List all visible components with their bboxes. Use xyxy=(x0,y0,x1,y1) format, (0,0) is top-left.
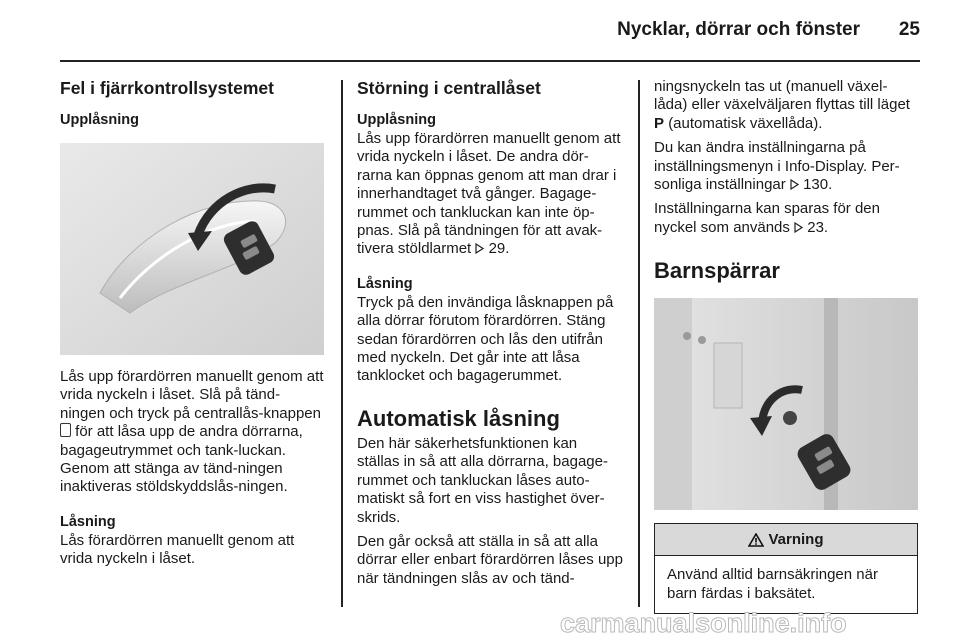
section-heading: Fel i fjärrkontrollsystemet xyxy=(60,78,274,98)
body-text: Tryck på den invändiga låsknappen på alla dörrar förutom förardörren. Stäng sedan förardörren och lås den utifrån med nyckeln. Det går inte att låsa tanklocket och bagagerummet. xyxy=(357,293,614,385)
column-divider xyxy=(638,80,640,607)
page-reference: 23. xyxy=(807,218,829,236)
body-text: Den går också att ställa in så att alla dörrar eller enbart förardörren låses upp när tändningen slås av och tänd- xyxy=(357,532,623,587)
child-lock-illustration xyxy=(654,298,918,510)
column-divider xyxy=(341,80,343,607)
warning-icon xyxy=(748,533,764,547)
warning-text: Använd alltid barnsäkringen när barn färdas i baksätet. xyxy=(667,566,878,602)
section-heading: Automatisk låsning xyxy=(357,405,560,431)
body-text: Lås upp förardörren manuellt genom att vrida nyckeln i låset. Slå på tänd-ningen och tryck på centrallås-knappen xyxy=(60,368,324,422)
subheading: Låsning xyxy=(357,275,413,292)
section-heading: Störning i centrallåset xyxy=(357,78,541,98)
section-heading: Barnspärrar xyxy=(654,258,780,284)
central-lock-icon xyxy=(60,423,71,437)
body-text: ningsnyckeln tas ut (manuell växel-låda) eller växelväljaren flyttas till läget xyxy=(654,78,910,114)
page-reference: 130. xyxy=(803,176,833,194)
body-text: Den här säkerhetsfunktionen kan ställas in så att alla dörrarna, bagage-rummet och tankluckan låses auto-matiskt så fort en viss hastighet över-skrids. xyxy=(357,434,608,526)
page-reference-icon xyxy=(475,243,484,254)
body-text: Lås upp förardörren manuellt genom att vrida nyckeln i låset. De andra dör-rarna kan öppnas genom att man drar i innerhandtaget två gånger. Bagage-rummet och tankluckan kan inte öp-pnas. Slå på tändningen för att avak-tivera stöldlarmet xyxy=(357,130,621,258)
column-2 xyxy=(357,78,623,588)
gear-position-p: P xyxy=(654,114,665,132)
column-1 xyxy=(60,78,325,569)
page-number: 25 xyxy=(898,19,920,40)
warning-box xyxy=(654,523,918,614)
body-text: för att låsa upp de andra dörrarna, bagageutrymmet och tank-luckan. Genom att stänga av tänd-ningen inaktiveras stöldskyddslås-ningen. xyxy=(60,423,303,496)
page-reference-icon xyxy=(790,179,799,190)
header-rule xyxy=(60,60,920,62)
warning-header xyxy=(655,524,917,556)
subheading: Upplåsning xyxy=(60,112,139,128)
watermark-text: carmanualsonline.info xyxy=(560,610,847,638)
watermark xyxy=(560,610,960,640)
door-handle-key-illustration xyxy=(60,143,324,355)
body-text: Du kan ändra inställningarna på inställningsmenyn i Info-Display. Per-sonliga inställningar xyxy=(654,139,900,194)
body-text: Lås förardörren manuellt genom att vrida nyckeln i låset. xyxy=(60,531,295,568)
page-title: Nycklar, dörrar och fönster xyxy=(617,19,860,40)
column-3 xyxy=(654,78,920,614)
warning-title: Varning xyxy=(768,531,824,549)
page-reference-icon xyxy=(794,222,803,233)
subheading: Upplåsning xyxy=(357,112,436,128)
body-text: Inställningarna kan sparas för den nyckel som används xyxy=(654,200,880,236)
page-reference: 29. xyxy=(488,240,510,258)
body-text: (automatisk växellåda). xyxy=(668,114,823,132)
subheading: Låsning xyxy=(60,513,116,530)
